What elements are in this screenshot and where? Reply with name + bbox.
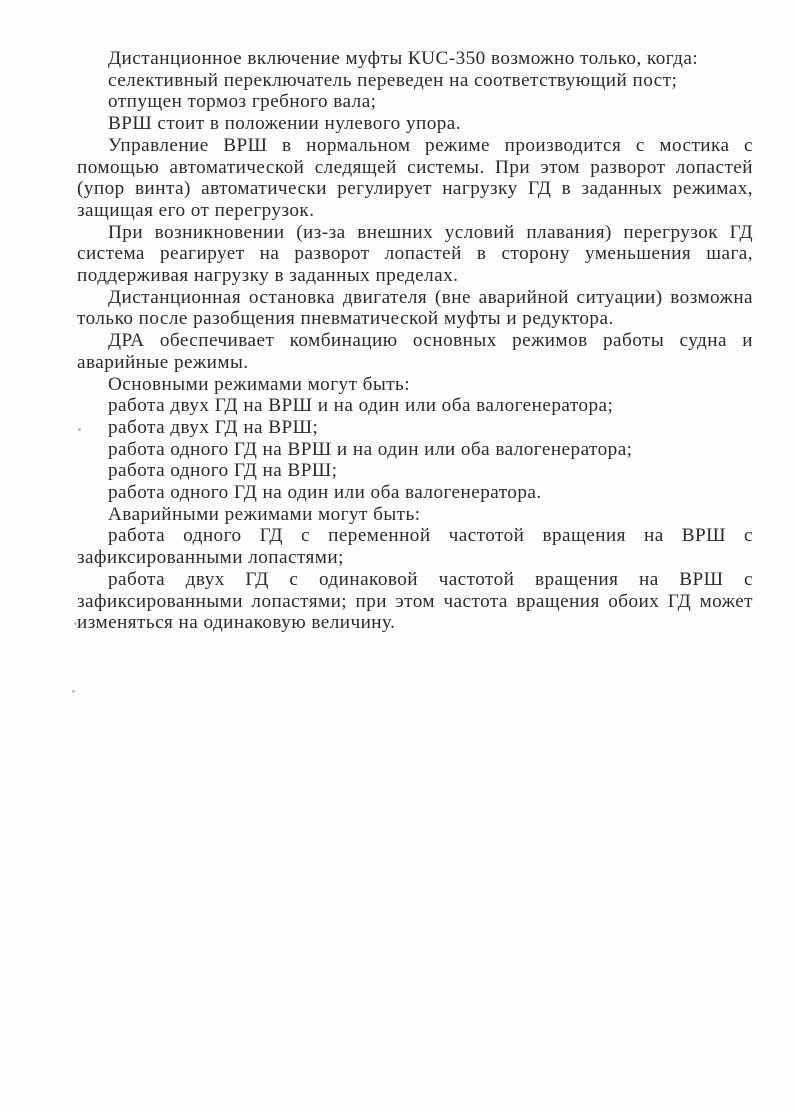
paragraph-dra-modes: ДРА обеспечивает комбинацию основных режимов работы судна и аварийные режимы. xyxy=(77,330,753,373)
list-item-mode: работа двух ГД на ВРШ и на один или оба валогенератора; xyxy=(108,395,614,417)
list-item-mode: работа одного ГД на ВРШ; xyxy=(108,460,338,482)
paragraph-clutch-conditions: Дистанционное включение муфты КUC-350 возможно только, когда: xyxy=(108,48,699,69)
list-item-emergency-mode: работа двух ГД с одинаковой частотой вращения на ВРШ с зафиксированными лопастями; при этом частота вращения обоих ГД может изменяться на одинаковую величину. xyxy=(77,568,753,634)
scan-speck xyxy=(74,622,77,625)
paragraph-normal-control: Управление ВРШ в нормальном режиме производится с мостика с помощью автоматической следящей системы. При этом разворот лопастей (упор винта) автоматически регулирует нагрузку ГД в заданных режимах, защищая его от перегрузок. xyxy=(77,134,753,221)
scan-speck xyxy=(78,428,81,431)
list-item-selector-switch: селективный переключатель переведен на соответствующий пост; xyxy=(108,69,678,91)
list-item-mode: работа двух ГД на ВРШ; xyxy=(108,416,319,438)
list-item-mode: работа одного ГД на ВРШ и на один или оба валогенератора; xyxy=(108,438,633,460)
heading-emergency-modes: Аварийными режимами могут быть: xyxy=(108,503,421,525)
list-item-shaft-brake: отпущен тормоз гребного вала; xyxy=(108,91,377,113)
list-item-emergency-mode: работа одного ГД с переменной частотой вращения на ВРШ с зафиксированными лопастями; xyxy=(77,525,753,569)
list-item-zero-thrust: ВРШ стоит в положении нулевого упора. xyxy=(108,113,462,135)
heading-main-modes: Основными режимами могут быть: xyxy=(108,373,411,395)
list-item-mode: работа одного ГД на один или оба валогенератора. xyxy=(108,482,542,504)
paragraph-remote-stop: Дистанционная остановка двигателя (вне аварийной ситуации) возможна только после разобщения пневматической муфты и редуктора. xyxy=(77,286,753,330)
paragraph-overload: При возникновении (из-за внешних условий плавания) перегрузок ГД система реагирует на разворот лопастей в сторону уменьшения шага, поддерживая нагрузку в заданных пределах. xyxy=(77,221,753,287)
document-page xyxy=(77,48,753,634)
scan-speck xyxy=(72,690,75,693)
